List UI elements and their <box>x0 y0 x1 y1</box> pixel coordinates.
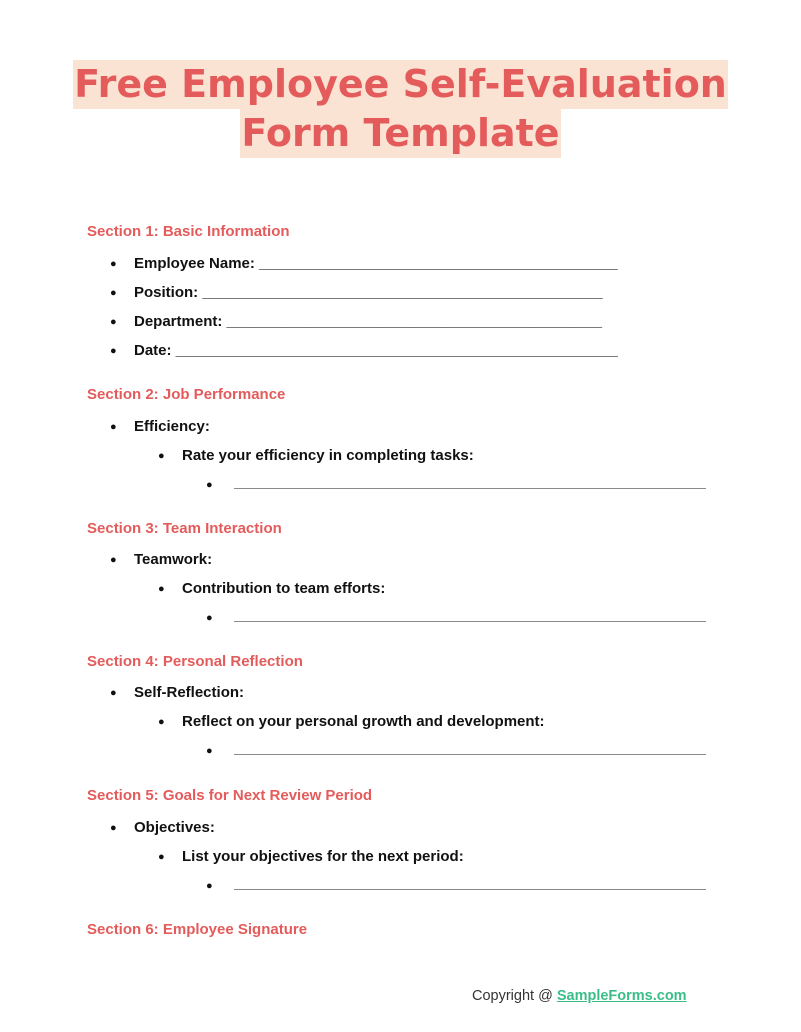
bullet-icon: ● <box>206 745 213 757</box>
bullet-icon: ● <box>110 687 117 699</box>
item-label: Efficiency: <box>134 418 210 435</box>
item-prompt: Contribution to team efforts: <box>182 580 386 597</box>
bullet-icon: ● <box>110 316 117 328</box>
section-4-heading: Section 4: Personal Reflection <box>87 653 303 670</box>
bullet-icon: ● <box>110 554 117 566</box>
bullet-icon: ● <box>110 421 117 433</box>
title-line-2: Form Template <box>240 109 560 158</box>
bullet-icon: ● <box>158 716 165 728</box>
bullet-icon: ● <box>206 479 213 491</box>
item-prompt: Rate your efficiency in completing tasks: <box>182 447 474 464</box>
title-line-1: Free Employee Self-Evaluation <box>73 60 728 109</box>
bullet-icon: ● <box>110 345 117 357</box>
item-prompt: Reflect on your personal growth and development: <box>182 713 545 730</box>
bullet-icon: ● <box>158 583 165 595</box>
field-label: Employee Name: ___________________________________________ <box>134 255 618 272</box>
item-label: Teamwork: <box>134 551 213 568</box>
bullet-icon: ● <box>158 450 165 462</box>
objectives-answer-line[interactable] <box>234 889 706 890</box>
field-label: Position: ________________________________________________ <box>134 284 603 301</box>
bullet-icon: ● <box>158 851 165 863</box>
bullet-icon: ● <box>206 880 213 892</box>
field-label: Date: _____________________________________________________ <box>134 342 618 359</box>
section-2-heading: Section 2: Job Performance <box>87 386 286 403</box>
copyright-footer <box>472 987 687 1005</box>
copyright-prefix: Copyright @ <box>472 988 557 1004</box>
bullet-icon: ● <box>110 258 117 270</box>
item-label: Self-Reflection: <box>134 684 245 701</box>
bullet-icon: ● <box>110 287 117 299</box>
field-label: Department: _____________________________________________ <box>134 313 602 330</box>
efficiency-answer-line[interactable] <box>234 488 706 489</box>
section-5-heading: Section 5: Goals for Next Review Period <box>87 787 373 804</box>
brand-link[interactable]: SampleForms.com <box>556 988 687 1004</box>
section-1-heading: Section 1: Basic Information <box>87 223 290 240</box>
reflection-answer-line[interactable] <box>234 754 706 755</box>
bullet-icon: ● <box>110 822 117 834</box>
section-3-heading: Section 3: Team Interaction <box>87 520 282 537</box>
page-title <box>0 60 801 158</box>
item-label: Objectives: <box>134 819 215 836</box>
item-prompt: List your objectives for the next period: <box>182 848 464 865</box>
bullet-icon: ● <box>206 612 213 624</box>
teamwork-answer-line[interactable] <box>234 621 706 622</box>
section-6-heading: Section 6: Employee Signature <box>87 921 308 938</box>
